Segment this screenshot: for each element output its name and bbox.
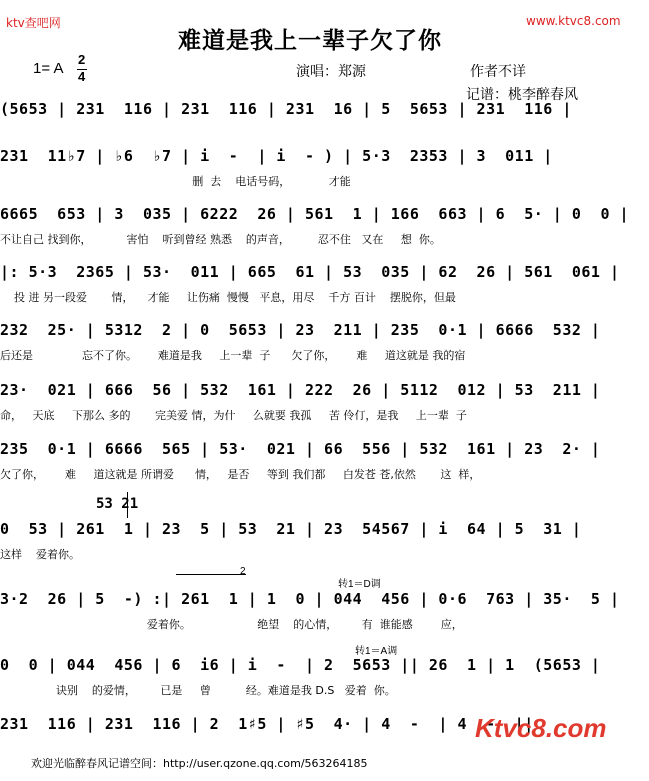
score-row-9 [0, 590, 649, 644]
score-row-6 [0, 381, 649, 435]
score-row-10 [0, 656, 649, 710]
notes-line: 231 116 | 231 116 | 2 1♯5 | ♯5 4· | 4 - | 4 - || [0, 715, 534, 733]
score-row-3 [0, 205, 649, 259]
lyrics-line: 这样 爱着你。 [0, 548, 80, 561]
singer-credit: 演唱：郑源 [296, 64, 366, 80]
song-title: 难道是我上一辈子欠了你 [178, 27, 442, 54]
score-row-8 [0, 520, 649, 574]
lyrics-line: 后还是 忘不了你。 难道是我 上一辈 子 欠了你， 难 道这就是 我的宿 [0, 349, 466, 362]
notes-line: (5653 | 231 116 | 231 116 | 231 16 | 5 5653 | 231 116 | [0, 100, 572, 118]
score-row-2 [0, 147, 649, 201]
footer-credit: 欢迎光临醉春风记谱空间：http://user.qzone.qq.com/563264185 [31, 757, 368, 770]
time-signature-denominator: 4 [78, 69, 86, 84]
notes-line: 235 0·1 | 6666 565 | 53· 021 | 66 556 | 532 161 | 23 2· | [0, 440, 601, 458]
ossia-bracket [127, 492, 128, 518]
transcriber-credit: 记谱：桃李醉春风 [466, 87, 578, 103]
ktvc8-logo: Ktvc8.com [475, 713, 607, 743]
watermark-left: ktv查吧网 [6, 16, 61, 30]
notes-line: 6665 653 | 3 035 | 6222 26 | 561 1 | 166 663 | 6 5· | 0 0 | [0, 205, 630, 223]
lyrics-line: 欠了你， 难 道这就是 所谓爱 情， 是否 等到 我们都 白发苍 苍,依然 这 样， [0, 468, 481, 481]
key-change-a: 转1＝A调 [355, 646, 398, 657]
notes-line: 232 25· | 5312 2 | 0 5653 | 23 211 | 235 0·1 | 6666 532 | [0, 321, 601, 339]
volta-bracket [176, 574, 246, 575]
notes-line: 231 11♭7 | ♭6 ♭7 | i - | i - ) | 5·3 2353 | 3 011 | [0, 147, 553, 165]
notes-line: 23· 021 | 666 56 | 532 161 | 222 26 | 5112 012 | 53 211 | [0, 381, 601, 399]
lyrics-line: 命， 天底 下那么 多的 完美爱 情，为什 么就要 我孤 苦 伶仃，是我 上一辈 子 [0, 409, 467, 422]
ossia-notes: 53 21 [96, 496, 139, 512]
watermark-right: www.ktvc8.com [526, 14, 621, 28]
notes-line: 0 53 | 261 1 | 23 5 | 53 21 | 23 54567 | i 64 | 5 31 | [0, 520, 582, 538]
author-credit: 作者不详 [470, 64, 526, 80]
lyrics-line: 删 去 电话号码， 才能 [0, 175, 351, 188]
notes-line: 0 0 | 044 456 | 6 i6 | i - | 2 5653 || 26 1 | 1 (5653 | [0, 656, 601, 674]
lyrics-line [0, 126, 649, 144]
key-change-d: 转1＝D调 [338, 579, 381, 590]
score-row-1 [0, 100, 649, 154]
lyrics-line: 诀别 的爱情， 已是 曾 经。难道是我 D.S 爱着 你。 [0, 684, 396, 697]
score-row-5 [0, 321, 649, 375]
lyrics-line: 投 进 另一段爱 情， 才能 让伤痛 慢慢 平息，用尽 千方 百计 摆脱你，但最 [0, 291, 456, 304]
time-signature-numerator: 2 [78, 52, 86, 67]
score-row-7 [0, 440, 649, 494]
score-row-4 [0, 263, 649, 317]
volta-number: 2 [240, 566, 246, 577]
key-signature: 1= A [33, 60, 64, 77]
notes-line: |: 5·3 2365 | 53· 011 | 665 61 | 53 035 | 62 26 | 561 061 | [0, 263, 620, 281]
lyrics-line: 不让自己 找到你， 害怕 听到曾经 熟悉 的声音， 忍不住 又在 想 你。 [0, 233, 441, 246]
notes-line: 3·2 26 | 5 -) :| 261 1 | 1 0 | 044 456 | 0·6 763 | 35· 5 | [0, 590, 620, 608]
lyrics-line: 爱着你。 绝望 的心情， 有 谁能感 应， [0, 618, 463, 631]
